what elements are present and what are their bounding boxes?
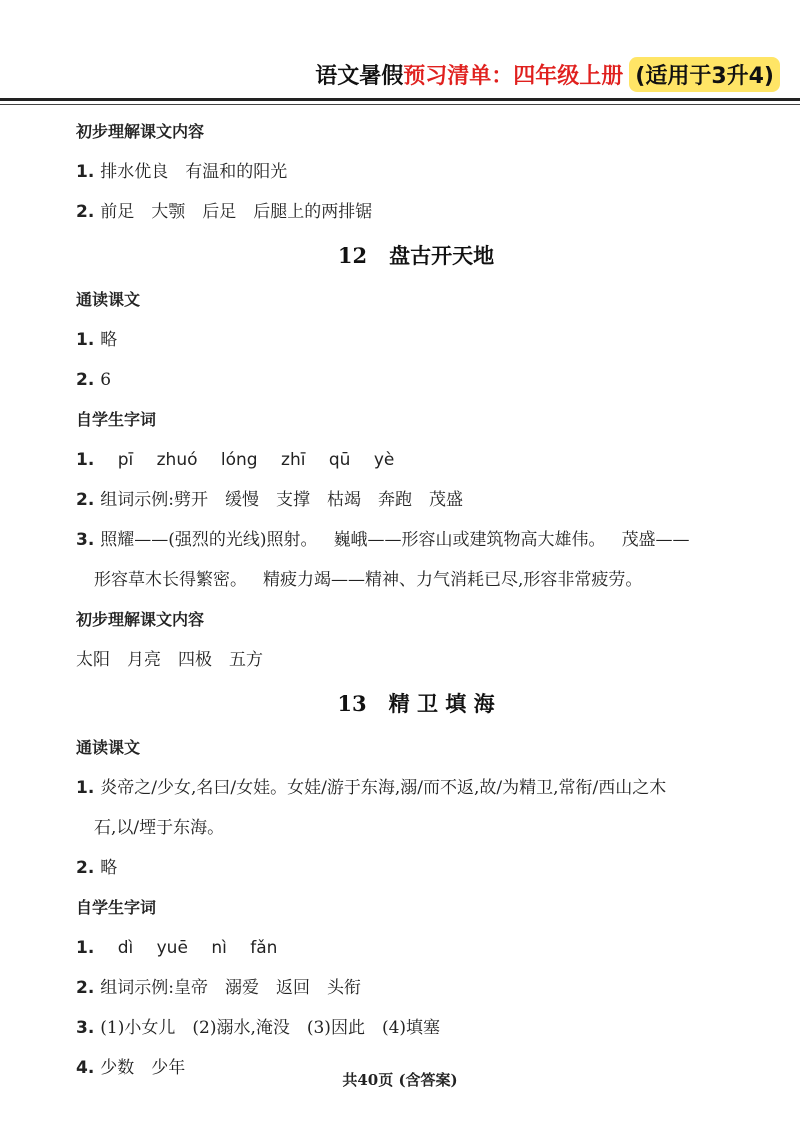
item-number: 3.: [76, 530, 95, 550]
answer-text: 排水优良 有温和的阳光: [100, 162, 288, 182]
answer-item: [76, 360, 756, 400]
header-title-part2: 预习清单：四年级上册: [403, 63, 624, 89]
pinyin-syllable: fǎn: [250, 938, 278, 958]
pinyin-syllable: qū: [328, 450, 351, 470]
answer-text: 前足 大颚 后足 后腿上的两排锯: [100, 202, 373, 222]
pinyin-syllable: lóng: [220, 450, 258, 470]
item-number: 1.: [76, 938, 95, 958]
lesson-number: 13: [337, 691, 367, 716]
answer-item: [76, 768, 756, 808]
pinyin-syllable: yè: [373, 450, 395, 470]
answer-continuation: 石,以/堙于东海。: [94, 818, 225, 838]
section-heading: 通读课文: [76, 738, 141, 757]
lesson-name: 盘古开天地: [389, 243, 495, 268]
answer-text: 炎帝之/少女,名曰/女娃。女娃/游于东海,溺/而不返,故/为精卫,常衔/西山之木: [100, 778, 667, 798]
answer-text: 6: [100, 370, 112, 390]
item-number: 1.: [76, 778, 95, 798]
answer-item: [76, 1008, 756, 1048]
pinyin-syllable: dì: [117, 938, 134, 958]
section-heading: 自学生字词: [76, 898, 157, 917]
item-number: 1.: [76, 162, 95, 182]
pinyin-syllable: pī: [117, 450, 134, 470]
definition-text: 茂盛——: [621, 530, 690, 550]
answer-item: [76, 152, 756, 192]
answer-item: [76, 480, 756, 520]
lesson-name: 精 卫 填 海: [388, 691, 495, 716]
header-rule-thin: [0, 104, 800, 105]
definition-text: 精疲力竭——精神、力气消耗已尽,形容非常疲劳。: [263, 570, 643, 590]
item-number: 2.: [76, 202, 95, 222]
pinyin-line: [76, 928, 756, 968]
lesson-number: 12: [337, 243, 368, 268]
answer-item: [76, 320, 756, 360]
pinyin-syllable: nì: [211, 938, 227, 958]
answer-text: 组词示例:劈开 缓慢 支撑 枯竭 奔跑 茂盛: [100, 490, 464, 510]
item-number: 2.: [76, 490, 95, 510]
lesson-13-title: [76, 680, 756, 728]
item-number: 3.: [76, 1018, 95, 1038]
header-title-part1: 语文暑假: [315, 63, 404, 89]
item-number: 2.: [76, 978, 95, 998]
page-footer: 共40页 (含答案): [342, 1071, 458, 1089]
section-heading: 自学生字词: [76, 410, 157, 429]
lesson-12-title: [76, 232, 756, 280]
section-heading: 初步理解课文内容: [76, 610, 205, 629]
answer-text: 太阳 月亮 四极 五方: [76, 650, 263, 670]
definition-text: 形容草木长得繁密。: [94, 570, 247, 590]
answer-text: 少数 少年: [100, 1058, 186, 1078]
answer-text: 略: [100, 330, 118, 350]
page-content: [76, 112, 756, 1088]
answer-continuation: [76, 560, 756, 600]
item-number: 2.: [76, 370, 95, 390]
answer-text: 略: [100, 858, 118, 878]
definition-text: 巍峨——形容山或建筑物高大雄伟。: [333, 530, 606, 550]
item-number: 4.: [76, 1058, 95, 1078]
pinyin-line: [76, 440, 756, 480]
answer-item: [76, 968, 756, 1008]
pinyin-syllable: yuē: [156, 938, 188, 958]
item-number: 2.: [76, 858, 95, 878]
pinyin-syllable: zhī: [281, 450, 306, 470]
answer-item: [76, 848, 756, 888]
header-grade-tag: (适用于3升4): [629, 57, 780, 92]
answer-item: [76, 192, 756, 232]
definition-text: 照耀——(强烈的光线)照射。: [100, 530, 318, 550]
header-rule-thick: [0, 98, 800, 101]
item-number: 1.: [76, 330, 95, 350]
answer-text: 组词示例:皇帝 溺爱 返回 头衔: [100, 978, 362, 998]
section-heading: 通读课文: [76, 290, 141, 309]
answer-text: (1)小女儿 (2)溺水,淹没 (3)因此 (4)填塞: [100, 1018, 441, 1038]
answer-item: [76, 520, 756, 560]
item-number: 1.: [76, 450, 95, 470]
page-header: [315, 54, 780, 94]
section-heading: 初步理解课文内容: [76, 122, 205, 141]
pinyin-syllable: zhuó: [156, 450, 198, 470]
